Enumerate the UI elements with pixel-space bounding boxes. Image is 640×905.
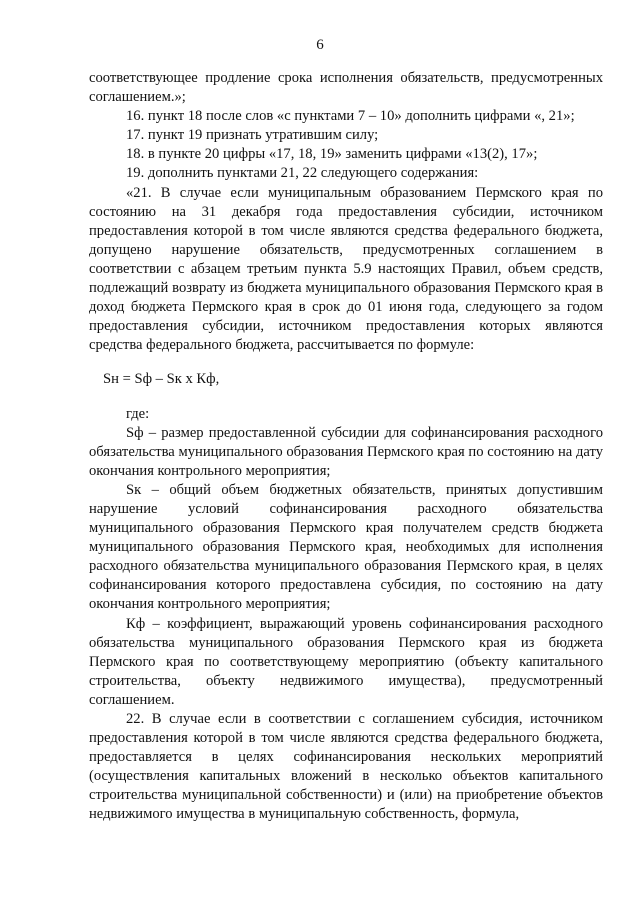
paragraph-continuation: соответствующее продление срока исполнения обязательств, предусмотренных соглашением.»; [89, 70, 603, 106]
page-number: 6 [316, 37, 324, 53]
definition-kf: Кф – коэффициент, выражающий уровень софинансирования расходного обязательства муниципального образования Пермского края из бюджета Пермского края по соответствующему мероприятию (объекту капитального строительства, объекту недвижимого имущества), предусмотренный соглашением. [89, 615, 603, 708]
paragraph-item-19: 19. дополнить пунктами 21, 22 следующего содержания: [126, 165, 479, 182]
paragraph-item-16: 16. пункт 18 после слов «с пунктами 7 – 10» дополнить цифрами «, 21»; [126, 108, 575, 125]
paragraph-item-18: 18. в пункте 20 цифры «17, 18, 19» заменить цифрами «13(2), 17»; [126, 146, 538, 163]
formula-where-label: где: [126, 405, 150, 422]
formula: Sн = Sф – Sк х Кф, [103, 371, 220, 388]
definition-sf: Sф – размер предоставленной субсидии для софинансирования расходного обязательства муниципального образования Пермского края по состоянию на дату окончания контрольного мероприятия; [89, 424, 603, 479]
definition-sk: Sк – общий объем бюджетных обязательств, принятых допустившим нарушение условий софинансирования расходного обязательства муниципального образования Пермского края получателем средств бюджета муниципального образования Пермского края, необходимых для исполнения расходного обязательства муниципального образования Пермского края, в целях софинансирования которого предоставлена субсидия, по состоянию на дату окончания контрольного мероприятия; [89, 481, 603, 613]
paragraph-point-21: «21. В случае если муниципальным образованием Пермского края по состоянию на 31 декабря года предоставления субсидии, источником предоставления которой в том числе являются средства федерального бюджета, допущено нарушение обязательств, предусмотренных соглашением в соответствии с абзацем третьим пункта 5.9 настоящих Правил, объем средств, подлежащий возврату из бюджета муниципального образования Пермского края в доход бюджета Пермского края в срок до 01 июня года, следующего за годом предоставления субсидии, источником предоставления которых являются средства федерального бюджета, рассчитывается по формуле: [89, 184, 603, 354]
paragraph-point-22: 22. В случае если в соответствии с соглашением субсидия, источником предоставления которой в том числе являются средства федерального бюджета, предоставляется в целях софинансирования нескольких мероприятий (осуществления капитальных вложений в несколько объектов капитального строительства муниципальной собственности) и (или) на приобретение объектов недвижимого имущества в муниципальную собственность, формула, [89, 711, 603, 823]
paragraph-item-17: 17. пункт 19 признать утратившим силу; [126, 127, 379, 144]
document-body [89, 69, 603, 825]
